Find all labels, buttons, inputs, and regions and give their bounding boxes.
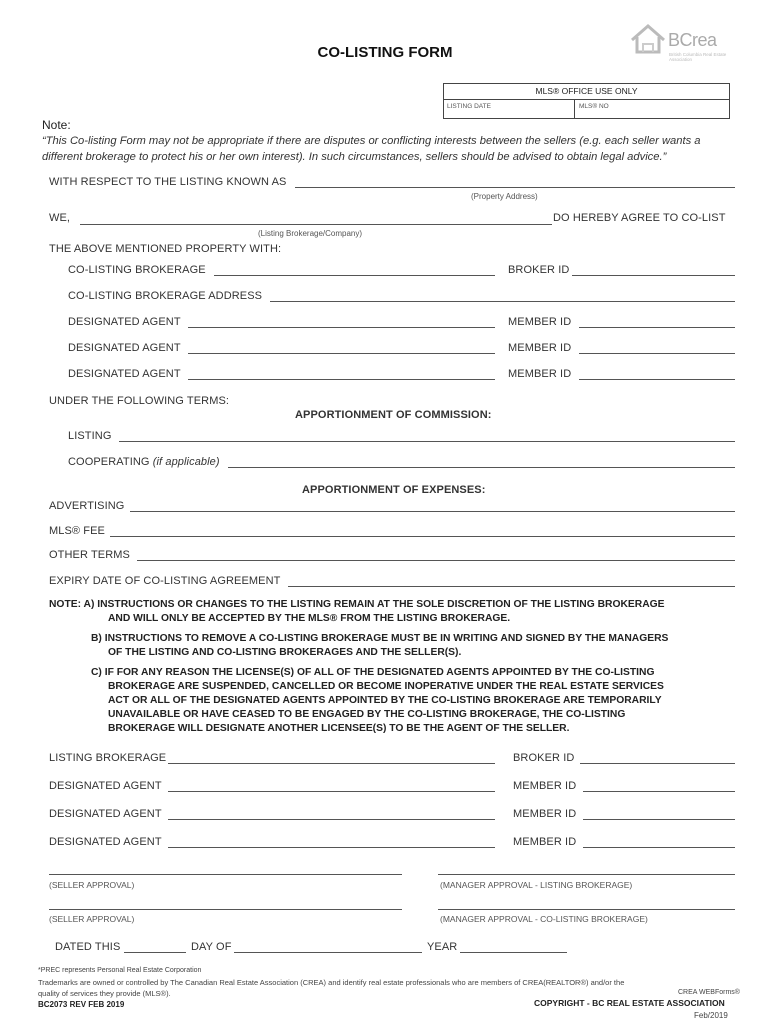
member-id-label: MEMBER ID bbox=[513, 808, 577, 820]
designated-agent-line[interactable] bbox=[188, 353, 495, 354]
mls-office-header: MLS® OFFICE USE ONLY bbox=[444, 84, 729, 100]
manager-approval-co-listing-line[interactable] bbox=[438, 909, 735, 910]
apportion-expenses-heading: APPORTIONMENT OF EXPENSES: bbox=[302, 484, 486, 496]
listing-known-as-label: WITH RESPECT TO THE LISTING KNOWN AS bbox=[49, 176, 287, 188]
designated-agent-label: DESIGNATED AGENT bbox=[49, 780, 162, 792]
broker-id-line[interactable] bbox=[572, 275, 735, 276]
listing-label: LISTING bbox=[68, 430, 112, 442]
seller-approval-caption: (SELLER APPROVAL) bbox=[49, 880, 135, 890]
note-b-line1: B) INSTRUCTIONS TO REMOVE A CO-LISTING BROKERAGE MUST BE IN WRITING AND SIGNED BY THE MANAGERS bbox=[91, 633, 669, 644]
manager-approval-listing-line[interactable] bbox=[438, 874, 735, 875]
cooperating-text: COOPERATING bbox=[68, 456, 150, 468]
co-listing-brokerage-label: CO-LISTING BROKERAGE bbox=[68, 264, 206, 276]
co-listing-address-line[interactable] bbox=[270, 301, 735, 302]
seller-approval-caption: (SELLER APPROVAL) bbox=[49, 914, 135, 924]
note-text: “This Co-listing Form may not be appropriate if there are disputes or conflicting interests between the sellers (e.g. each seller wants a different brokerage to protect his or her own interest). In such circumstances, sellers should be advised to obtain legal advice.” bbox=[42, 135, 701, 163]
day-of-line[interactable] bbox=[234, 952, 422, 953]
expiry-date-label: EXPIRY DATE OF CO-LISTING AGREEMENT bbox=[49, 575, 281, 587]
other-terms-label: OTHER TERMS bbox=[49, 549, 130, 561]
form-title: CO-LISTING FORM bbox=[317, 44, 453, 61]
bcrea-logo bbox=[628, 20, 738, 66]
broker-id-label: BROKER ID bbox=[513, 752, 575, 764]
property-address-caption: (Property Address) bbox=[471, 192, 538, 201]
apportion-commission-heading: APPORTIONMENT OF COMMISSION: bbox=[295, 409, 492, 421]
dated-this-label: DATED THIS bbox=[55, 941, 121, 953]
designated-agent-label: DESIGNATED AGENT bbox=[68, 342, 181, 354]
crea-webforms: CREA WEBForms® bbox=[678, 989, 740, 996]
copyright: COPYRIGHT - BC REAL ESTATE ASSOCIATION bbox=[534, 998, 725, 1008]
we-label: WE, bbox=[49, 212, 71, 224]
member-id-label: MEMBER ID bbox=[508, 368, 572, 380]
year-line[interactable] bbox=[460, 952, 567, 953]
member-id-label: MEMBER ID bbox=[508, 342, 572, 354]
member-id-line[interactable] bbox=[579, 379, 735, 380]
designated-agent-label: DESIGNATED AGENT bbox=[68, 368, 181, 380]
cooperating-label bbox=[68, 456, 220, 468]
trademark-line-1: Trademarks are owned or controlled by The Canadian Real Estate Association (CREA) and identify real estate professionals who are members of CREA(REALTOR®) and/or the bbox=[38, 978, 625, 987]
form-number: BC2073 REV FEB 2019 bbox=[38, 1000, 125, 1009]
above-property-label: THE ABOVE MENTIONED PROPERTY WITH: bbox=[49, 243, 282, 255]
manager-approval-co-listing-caption: (MANAGER APPROVAL - CO-LISTING BROKERAGE) bbox=[440, 914, 648, 924]
other-terms-line[interactable] bbox=[137, 560, 735, 561]
note-c-line1: C) IF FOR ANY REASON THE LICENSE(S) OF ALL OF THE DESIGNATED AGENTS APPOINTED BY THE CO-LISTING bbox=[91, 667, 655, 678]
listing-date-field[interactable]: LISTING DATE bbox=[444, 100, 575, 118]
listing-brokerage-label: LISTING BROKERAGE bbox=[49, 752, 167, 764]
member-id-line[interactable] bbox=[583, 819, 735, 820]
note-c-line5: BROKERAGE WILL DESIGNATE ANOTHER LICENSEE(S) TO BE THE AGENT OF THE SELLER. bbox=[108, 723, 570, 734]
member-id-label: MEMBER ID bbox=[513, 780, 577, 792]
agree-label: DO HEREBY AGREE TO CO-LIST bbox=[553, 212, 726, 224]
seller-approval-line-2[interactable] bbox=[49, 909, 402, 910]
note-c-line3: ACT OR ALL OF THE DESIGNATED AGENTS APPOINTED BY THE CO-LISTING BROKERAGE ARE TEMPORARILY bbox=[108, 695, 662, 706]
designated-agent-line[interactable] bbox=[188, 379, 495, 380]
broker-id-label: BROKER ID bbox=[508, 264, 570, 276]
note-c-line2: BROKERAGE ARE SUSPENDED, CANCELLED OR BECOME INOPERATIVE UNDER THE REAL ESTATE SERVICES bbox=[108, 681, 664, 692]
if-applicable-text: (if applicable) bbox=[152, 456, 220, 468]
designated-agent-line[interactable] bbox=[168, 791, 495, 792]
designated-agent-line[interactable] bbox=[188, 327, 495, 328]
listing-brokerage-line[interactable] bbox=[168, 763, 495, 764]
note-heading: Note: bbox=[42, 118, 71, 132]
designated-agent-label: DESIGNATED AGENT bbox=[68, 316, 181, 328]
advertising-line[interactable] bbox=[130, 511, 735, 512]
designated-agent-line[interactable] bbox=[168, 819, 495, 820]
advertising-label: ADVERTISING bbox=[49, 500, 125, 512]
listing-brokerage-company-caption: (Listing Brokerage/Company) bbox=[258, 229, 363, 238]
note-c-line4: UNAVAILABLE OR HAVE CEASED TO BE ENGAGED BY THE CO-LISTING BROKERAGE, THE CO-LISTING bbox=[108, 709, 626, 720]
year-label: YEAR bbox=[427, 941, 458, 953]
mls-office-box bbox=[443, 83, 730, 119]
member-id-line[interactable] bbox=[583, 791, 735, 792]
listing-brokerage-company-line[interactable] bbox=[80, 224, 552, 225]
co-listing-address-label: CO-LISTING BROKERAGE ADDRESS bbox=[68, 290, 263, 302]
designated-agent-label: DESIGNATED AGENT bbox=[49, 808, 162, 820]
mls-no-field[interactable]: MLS® NO bbox=[579, 103, 609, 110]
member-id-line[interactable] bbox=[579, 353, 735, 354]
member-id-line[interactable] bbox=[583, 847, 735, 848]
logo-subtitle: British Columbia Real Estate Association bbox=[669, 52, 727, 62]
property-address-line[interactable] bbox=[295, 187, 735, 188]
note-a-line2: AND WILL ONLY BE ACCEPTED BY THE MLS® FROM THE LISTING BROKERAGE. bbox=[108, 613, 511, 624]
dated-this-line[interactable] bbox=[124, 952, 186, 953]
form-date: Feb/2019 bbox=[694, 1011, 728, 1020]
listing-commission-line[interactable] bbox=[119, 441, 735, 442]
mls-fee-label: MLS® FEE bbox=[49, 525, 105, 537]
logo-text: BCrea bbox=[668, 30, 717, 50]
seller-approval-line-1[interactable] bbox=[49, 874, 402, 875]
co-listing-brokerage-line[interactable] bbox=[214, 275, 495, 276]
member-id-label: MEMBER ID bbox=[513, 836, 577, 848]
note-a-line1: NOTE: A) INSTRUCTIONS OR CHANGES TO THE LISTING REMAIN AT THE SOLE DISCRETION OF THE LISTING BROKERAGE bbox=[49, 599, 665, 610]
day-of-label: DAY OF bbox=[191, 941, 232, 953]
cooperating-commission-line[interactable] bbox=[228, 467, 735, 468]
member-id-line[interactable] bbox=[579, 327, 735, 328]
note-b-line2: OF THE LISTING AND CO-LISTING BROKERAGES AND THE SELLER(S). bbox=[108, 647, 462, 658]
designated-agent-label: DESIGNATED AGENT bbox=[49, 836, 162, 848]
house-icon bbox=[628, 22, 668, 56]
manager-approval-listing-caption: (MANAGER APPROVAL - LISTING BROKERAGE) bbox=[440, 880, 633, 890]
prec-footnote: *PREC represents Personal Real Estate Corporation bbox=[38, 967, 202, 974]
broker-id-line[interactable] bbox=[580, 763, 735, 764]
member-id-label: MEMBER ID bbox=[508, 316, 572, 328]
mls-fee-line[interactable] bbox=[110, 536, 735, 537]
trademark-line-2: quality of services they provide (MLS®). bbox=[38, 989, 171, 998]
following-terms-label: UNDER THE FOLLOWING TERMS: bbox=[49, 395, 230, 407]
designated-agent-line[interactable] bbox=[168, 847, 495, 848]
expiry-date-line[interactable] bbox=[288, 586, 735, 587]
